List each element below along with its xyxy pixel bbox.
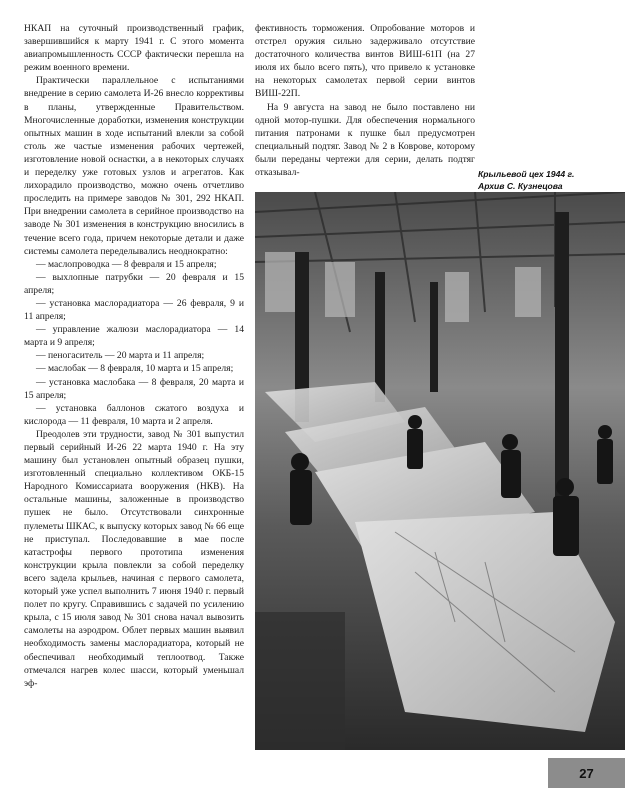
left_column-paragraph: — выхлопные патрубки — 20 февраля и 15 апреля; [24, 271, 244, 296]
left_column-paragraph: — управление жалюзи маслорадиатора — 14 марта и 9 апреля; [24, 324, 244, 349]
page-number: 27 [548, 758, 625, 788]
left_column-paragraph: — установка маслобака — 8 февраля, 20 марта и 15 апреля; [24, 376, 244, 401]
caption-title: Крыльевой цех 1944 г. [478, 169, 575, 179]
factory-photo [255, 192, 625, 750]
left_column-paragraph: НКАП на суточный производственный график, завершившийся к марту 1941 г. С этого момента авиапромышленность СССР фактически перешла на режим военного времени. [24, 23, 244, 74]
left_column-paragraph: — пеногаситель — 20 марта и 11 апреля; [36, 350, 205, 362]
right-text-column [255, 22, 475, 179]
left_column-paragraph: — установка маслорадиатора — 26 февраля, 9 и 11 апреля; [24, 297, 244, 323]
right_column-paragraph: На 9 августа на завод не было поставлено ни одной мотор-пушки. Для обеспечения нормального питания патронами к пушке был предусмотрен специальный подтяг. Завод № 2 в Коврове, которому были переданы чертежи для серии, делать подтяг отказывал- [255, 101, 475, 179]
photo-caption [478, 168, 618, 192]
wing-workshop-image [255, 192, 625, 750]
left_column-paragraph: Практически параллельное с испытаниями внедрение в серию самолета И-26 внесло коррективы в планы, утвержденные Правительством. Многочисленные доработки, изменения конструкции опытных машин в ходе испытаний влекли за собой столь же частые изменения рабочих чертежей, изготовление новой оснастки, а в некоторых случаях и переделку уже готовых узлов и агрегатов. Как лихорадило производство, можно очень отчетливо проследить на примере заводов № 301, 292 НКАП. При внедрении самолета в серийное производство на заводе № 301 изменения в конструкцию вносились в течение всего года, причем некоторые детали и даже системы самолета переделывались неоднократно: [24, 75, 244, 257]
right_column-paragraph: фективность торможения. Опробование моторов и отстрел оружия сильно задерживало отсутствие достаточного количества винтов ВИШ-61П (на 27 июля их было всего пять), что привело к установке на некоторых самолетах первой серии винтов ВИШ-22П. [255, 23, 475, 100]
left_column-paragraph: — маслобак — 8 февраля, 10 марта и 15 апреля; [36, 363, 234, 375]
caption-credit: Архив С. Кузнецова [478, 181, 563, 191]
left_column-paragraph: — установка баллонов сжатого воздуха и кислорода — 11 февраля, 10 марта и 2 апреля. [24, 402, 244, 427]
left_column-paragraph: — маслопроводка — 8 февраля и 15 апреля; [36, 258, 217, 270]
left-text-column [24, 22, 244, 690]
left_column-paragraph: Преодолев эти трудности, завод № 301 выпустил первый серийный И-26 22 марта 1940 г. На эту машину был установлен опытный образец пушки, изготовленный специально коллективом ОКБ-15 Народного Комиссариата вооружения (НКВ). На остальные машины, заложенные в производство пушек не было. Отсутствовали синхронные пулеметы ШКАС, к выпуску которых завод № 66 еще не приступал. Последовавшие в мае после катастрофы первого прототипа изменения конструкции крыла повлекли за собой переделку всего задела крыльев, начиная с первого самолета, который уже успел выполнить 7 июня 1940 г. первый полет по кругу. Справившись с задачей по усилению крыла, с 15 июля завод № 301 снова начал вывозить самолеты на аэродром. Облет первых машин выявил необходимость замены маслорадиатора, который не обеспечивал необходимый теплоотвод. Также отмечался нагрев колес шасси, который уменьшал эф- [24, 428, 244, 689]
